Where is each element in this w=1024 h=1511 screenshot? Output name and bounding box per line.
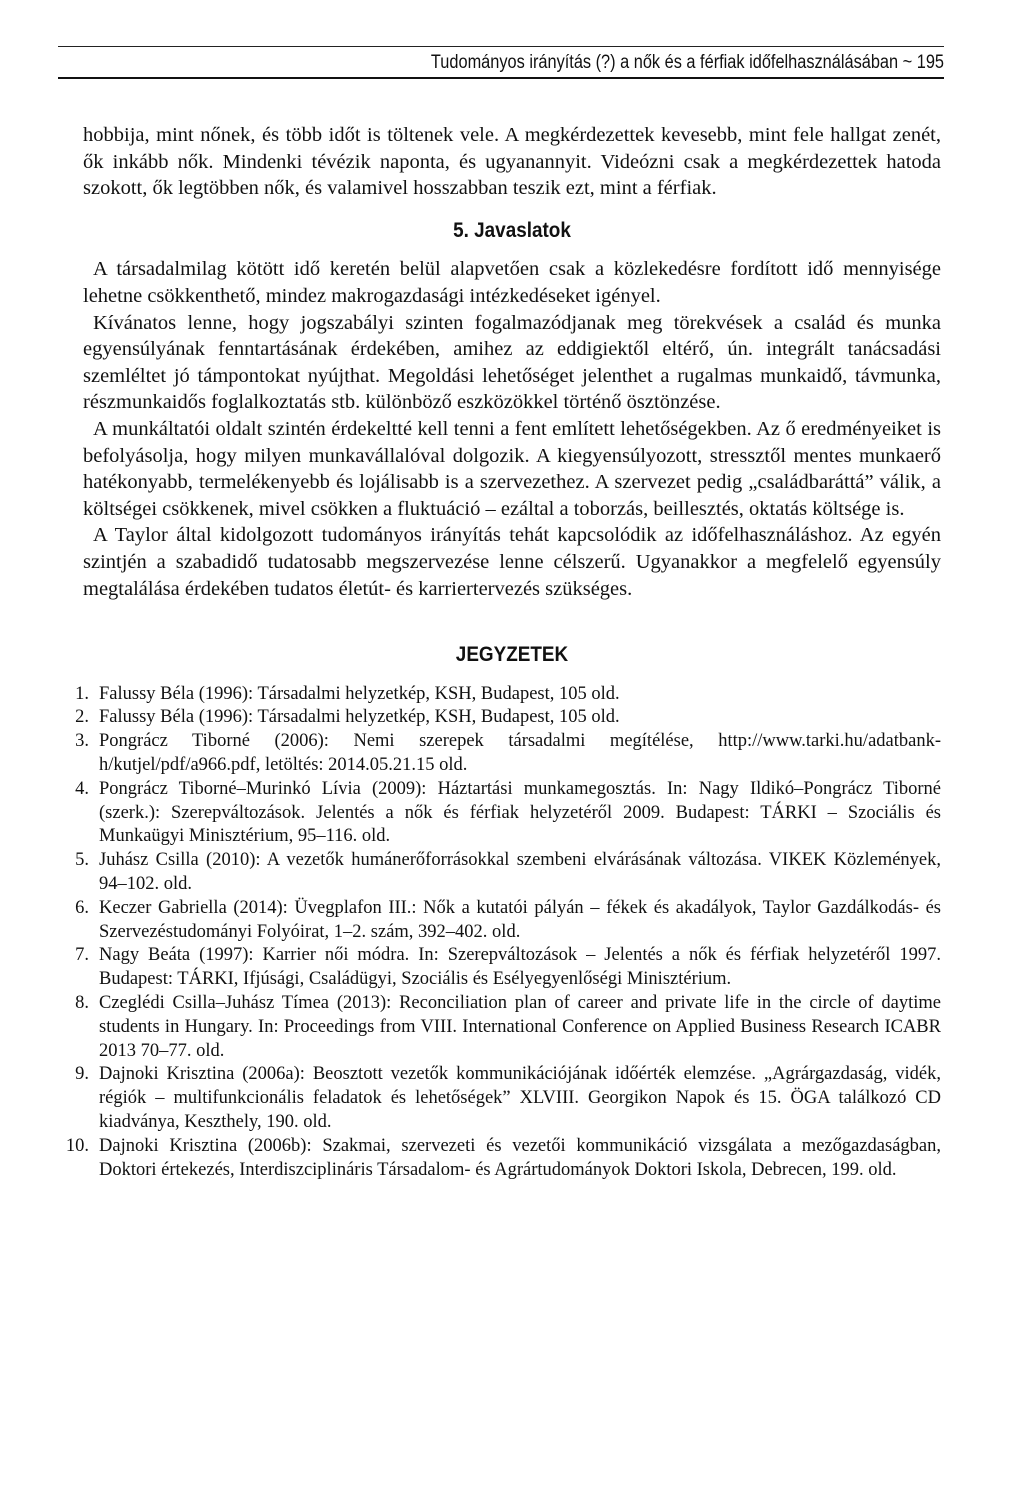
note-text: Juhász Csilla (2010): A vezetők humánerőforrásokkal szembeni elvárásának változása. VIKEK Közlemények, 94–102. old. — [99, 850, 941, 895]
note-text: Falussy Béla (1996): Társadalmi helyzetkép, KSH, Budapest, 105 old. — [99, 683, 620, 704]
note-item — [75, 706, 941, 730]
note-number: 7. — [75, 945, 89, 966]
page-number: 195 — [916, 52, 944, 73]
note-item — [75, 992, 941, 1063]
header-top-rule — [58, 46, 944, 47]
header-bottom-rule — [58, 77, 944, 79]
section-title: 5. Javaslatok — [453, 218, 571, 242]
note-item — [75, 730, 941, 778]
note-item — [75, 944, 941, 992]
note-text: Pongrácz Tiborné (2006): Nemi szerepek társadalmi megítélése, http://www.tarki.hu/adatbank-h/kutjel/pdf/a966.pdf, letöltés: 2014.05.21.15 old. — [99, 731, 941, 776]
notes-list — [65, 683, 941, 1183]
note-number: 9. — [75, 1064, 89, 1085]
page-content — [65, 122, 941, 1182]
header-separator: ~ — [902, 52, 913, 73]
note-item — [75, 1063, 941, 1134]
note-text: Nagy Beáta (1997): Karrier női módra. In: Szerepváltozások – Jelentés a nők és férfiak helyzetéről 1997. Budapest: TÁRKI, Ifjúsági, Családügyi, Szociális és Esélyegyenlőségi Minisztérium. — [99, 945, 941, 990]
note-text: Czeglédi Csilla–Juhász Tímea (2013): Reconciliation plan of career and private life in the circle of daytime students in Hungary. In: Proceedings from VIII. International Conference on Applied Business Research ICABR 2013 70–77. old. — [99, 993, 941, 1061]
note-text: Falussy Béla (1996): Társadalmi helyzetkép, KSH, Budapest, 105 old. — [99, 707, 620, 728]
notes-title: JEGYZETEK — [455, 643, 569, 667]
body-paragraph: Kívánatos lenne, hogy jogszabályi szinten fogalmazódjanak meg törekvések a család és munka egyensúlyának fenntartásának érdekében, amihez az eddigiektől eltérő, ún. integrált tanácsadási szemléltet jó támpontokat nyújthat. Megoldási lehetőséget jelenthet a rugalmas munkaidő, távmunka, részmunkaidős foglalkoztatás stb. különböző eszközökkel történő ösztönzése. — [83, 311, 941, 414]
note-text: Dajnoki Krisztina (2006a): Beosztott vezetők kommunikációjának időérték elemzése. „Agrárgazdaság, vidék, régiók – multifunkcionális feladatok és lehetőségek” XLVIII. Georgikon Napok és 15. ÖGA találkozó CD kiadványa, Keszthely, 190. old. — [99, 1064, 941, 1133]
note-item — [75, 778, 941, 849]
note-number: 10. — [65, 1135, 89, 1156]
note-text: Keczer Gabriella (2014): Üvegplafon III.: Nők a kutatói pályán – fékek és akadályok, Taylor Gazdálkodás- és Szervezéstudományi Folyóirat, 1–2. szám, 392–402. old. — [99, 897, 941, 942]
note-number: 2. — [75, 707, 89, 728]
note-item — [75, 849, 941, 897]
note-number: 1. — [75, 683, 89, 704]
note-number: 3. — [75, 731, 89, 752]
note-text: Pongrácz Tiborné–Murinkó Lívia (2009): Háztartási munkamegosztás. In: Nagy Ildikó–Pongrácz Tiborné (szerk.): Szerepváltozások. Jelentés a nők és férfiak helyzetéről 2009. Budapest: TÁRKI – Szociális és Munkaügyi Minisztérium, 95–116. old. — [99, 778, 941, 847]
note-number: 5. — [75, 850, 89, 871]
note-item — [65, 1135, 941, 1183]
note-number: 4. — [75, 778, 89, 799]
note-item — [75, 683, 941, 707]
running-header — [182, 52, 944, 74]
body-paragraph: A társadalmilag kötött idő keretén belül alapvetően csak a közlekedésre fordított idő mennyisége lehetne csökkenthető, mindez makrogazdasági intézkedéseket igényel. — [83, 258, 941, 307]
body-paragraph: A Taylor által kidolgozott tudományos irányítás tehát kapcsolódik az időfelhasználáshoz. Az egyén szintjén a szabadidő tudatosabb megszervezése lenne célszerű. Ugyanakkor a megfelelő egyensúly megtalálása érdekében tudatos életút- és karriertervezés szükséges. — [83, 524, 941, 600]
body-paragraph: A munkáltatói oldalt szintén érdekeltté kell tenni a fent említett lehetőségekben. Az ő eredményeiket is befolyásolja, hogy milyen munkavállalóval dolgozik. A kiegyensúlyozott, stressztől mentes munkaerő hatékonyabb, termelékenyebb és lojálisabb is a szervezethez. A szervezet pedig „családbaráttá” válik, a költségei csökkenek, mivel csökken a fluktuáció – ezáltal a toborzás, beillesztés, oktatás költsége is. — [83, 417, 941, 520]
running-title: Tudományos irányítás (?) a nők és a férfiak időfelhasználásában — [430, 52, 899, 73]
intro-paragraph: hobbija, mint nőnek, és több időt is töltenek vele. A megkérdezettek kevesebb, mint fele hallgat zenét, ők inkább nők. Mindenki tévézik naponta, és ugyanannyit. Videózni csak a megkérdezettek hatoda szokott, ők legtöbben nők, és valamivel hosszabban teszik ezt, mint a férfiak. — [83, 124, 941, 200]
note-number: 6. — [75, 897, 89, 918]
note-number: 8. — [75, 993, 89, 1014]
note-item — [75, 897, 941, 945]
note-text: Dajnoki Krisztina (2006b): Szakmai, szervezeti és vezetői kommunikáció vizsgálata a mezőgazdaságban, Doktori értekezés, Interdiszciplináris Társadalom- és Agrártudományok Doktori Iskola, Debrecen, 199. old. — [99, 1135, 941, 1180]
